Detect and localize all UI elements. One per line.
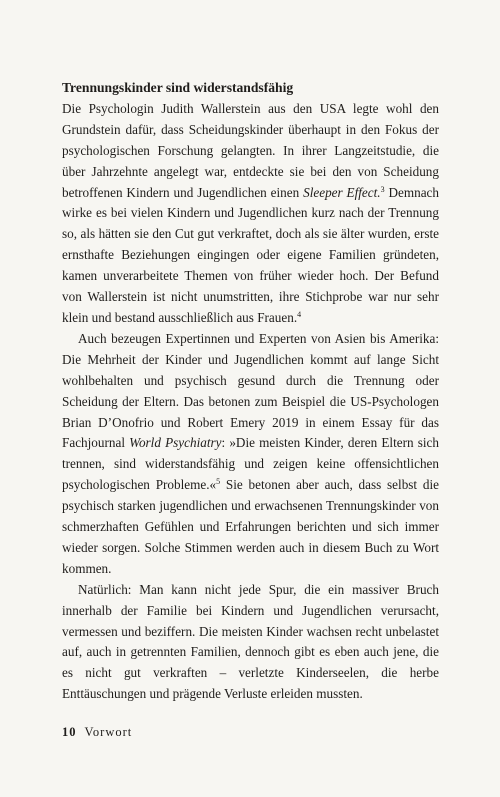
paragraph-1-text-a: Die Psychologin Judith Wallerstein aus den USA legte wohl den Grundstein dafür, dass Scheidungskinder überhaupt in den Fokus der psychologischen Forschung gelangten. In ihrer Langzeitstudie, die über Jahrzehnte angelegt war, entdeckte sie bei den von Scheidung betroffenen Kindern und Jugendlichen einen <box>62 100 439 200</box>
paragraph-1 <box>62 99 439 329</box>
paragraph-2-text-a: Auch bezeugen Expertinnen und Experten von Asien bis Amerika: Die Mehrheit der Kinder und Jugendlichen kommt auf lange Sicht wohlbehalten und psychisch gesund durch die Trennung oder Scheidung der Eltern. Das betonen zum Beispiel die US-Psychologen Brian D’Onofrio und Robert Emery 2019 in einem Essay für das Fachjournal <box>62 330 439 451</box>
paragraph-2-text-c: Sie betonen aber auch, dass selbst die psychisch starken jugendlichen und erwachsenen Trennungskinder von schmerzhaften Gefühlen und Erfahrungen berichten und sich immer wieder sorgen. Solche Stimmen werden auch in diesem Buch zu Wort kommen. <box>62 477 439 576</box>
paragraph-1-emphasis: Sleeper Effect. <box>303 184 381 200</box>
paragraph-2 <box>62 329 439 580</box>
paragraph-1-text-b: Demnach wirke es bei vielen Kindern und Jugendlichen kurz nach der Trennung so, als hätten sie den Cut gut verkraftet, doch als sie älter wurden, erste ernsthafte Beziehungen eingingen oder eigene Familien gründeten, kamen unverarbeitete Themen von früher wieder hoch. Der Befund von Wallerstein ist nicht unumstritten, ihre Stichprobe war nur sehr klein und bestand ausschließlich aus Frauen. <box>62 184 440 325</box>
page-body <box>62 78 439 705</box>
paragraph-2-emphasis: World Psychiatry <box>129 435 222 451</box>
page-number: 10 <box>62 725 77 739</box>
section-heading: Trennungskinder sind widerstandsfähig <box>62 80 294 95</box>
footnote-ref-3[interactable]: 3 <box>380 184 385 194</box>
footnote-ref-4[interactable]: 4 <box>297 309 302 319</box>
paragraph-2-text-b: : »Die meisten Kinder, deren Eltern sich trennen, sind widerstandsfähig und zeigen keine offensichtlichen psychologischen Probleme.« <box>62 435 439 493</box>
page-footer <box>62 725 132 740</box>
running-section-title: Vorwort <box>84 725 133 739</box>
paragraph-3: Natürlich: Man kann nicht jede Spur, die ein massiver Bruch innerhalb der Familie bei Kindern und Jugendlichen verursacht, vermessen und beziffern. Die meisten Kinder wachsen recht unbelastet auf, auch in getrennten Familien, dennoch gibt es eben auch jene, die es nicht gut verkraften – verletzte Kinderseelen, die herbe Enttäuschungen und prägende Verluste erleiden mussten. <box>62 581 439 702</box>
footnote-ref-5[interactable]: 5 <box>216 477 221 487</box>
